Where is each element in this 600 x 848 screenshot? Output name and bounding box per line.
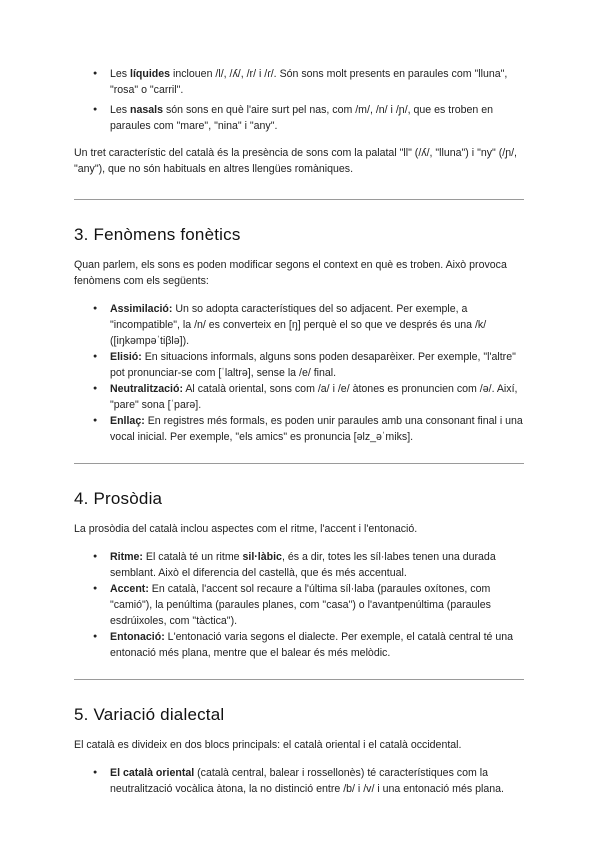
divider	[74, 199, 524, 200]
divider	[74, 463, 524, 464]
divider	[74, 679, 524, 680]
list-item: ● El català oriental (català central, balear i rossellonès) té característiques com la neutralització vocàlica àtona, la no distinció entre /b/ i /v/ i una entonació més plana.	[110, 765, 524, 797]
term: Neutralització:	[110, 383, 183, 395]
section-3-paragraph: Quan parlem, els sons es poden modificar segons el context en què es troben. Això provoca fenòmens com els següents:	[74, 259, 507, 287]
term: Accent:	[110, 583, 149, 595]
list-item: ● Assimilació: Un so adopta característiques del so adjacent. Per exemple, a "incompatible", la /n/ es converteix en [ŋ] perquè el so que ve després és una /k/ ([iŋkəmpəˈtiβlə]).	[110, 301, 524, 349]
term: El català oriental	[110, 767, 195, 779]
list-item: ● Les líquides inclouen /l/, /ʎ/, /r/ i /ɾ/. Són sons molt presents en paraules com "lluna", "rosa" o "carril".	[110, 66, 524, 98]
list-item: ● Enllaç: En registres més formals, es poden unir paraules amb una consonant final i una vocal inicial. Per exemple, "els amics" es pronuncia [əlz_əˈmiks].	[110, 413, 524, 445]
list-item: ● Elisió: En situacions informals, alguns sons poden desaparèixer. Per exemple, "l'altre" pot pronunciar-se com [ˈlaltrə], sense la /e/ final.	[110, 349, 524, 381]
term: nasals	[130, 104, 164, 116]
section-3-title: 3. Fenòmens fonètics	[74, 225, 241, 244]
section-4-title: 4. Prosòdia	[74, 489, 163, 508]
term: Ritme:	[110, 551, 143, 563]
intro-paragraph: Un tret característic del català és la presència de sons com la palatal "ll" (/ʎ/, "lluna") i "ny" (/ɲ/, "any"), que no són habituals en altres llengües romàniques.	[74, 147, 517, 175]
term: Entonació:	[110, 631, 165, 643]
term: Assimilació:	[110, 303, 173, 315]
term: Enllaç:	[110, 415, 145, 427]
list-item: ● Les nasals són sons en què l'aire surt pel nas, com /m/, /n/ i /ɲ/, que es troben en paraules com "mare", "nina" i "any".	[110, 102, 524, 134]
section-4-list	[74, 549, 524, 661]
term: Elisió:	[110, 351, 142, 363]
list-item: ● Accent: En català, l'accent sol recaure a l'última síl·laba (paraules oxítones, com "camió"), la penúltima (paraules planes, com "casa") o l'avantpenúltima (paraules esdrúixoles, com "tàctica").	[110, 581, 524, 629]
section-5-title: 5. Variació dialectal	[74, 705, 225, 724]
term: sil·làbic	[242, 551, 282, 563]
list-item: ● Entonació: L'entonació varia segons el dialecte. Per exemple, el català central té una entonació més plana, mentre que el balear és més melòdic.	[110, 629, 524, 661]
section-4-paragraph: La prosòdia del català inclou aspectes com el ritme, l'accent i l'entonació.	[74, 523, 418, 535]
term: líquides	[130, 68, 171, 80]
section-5-list	[74, 765, 524, 797]
intro-list	[74, 66, 524, 134]
section-3-list	[74, 301, 524, 445]
section-5-paragraph: El català es divideix en dos blocs principals: el català oriental i el català occidental.	[74, 739, 462, 751]
list-item: ● Neutralització: Al català oriental, sons com /a/ i /e/ àtones es pronuncien com /ə/. Així, "pare" sona [ˈparə].	[110, 381, 524, 413]
list-item: ● Ritme: El català té un ritme sil·làbic, és a dir, totes les síl·labes tenen una durada semblant. Això el diferencia del castellà, que és més accentual.	[110, 549, 524, 581]
